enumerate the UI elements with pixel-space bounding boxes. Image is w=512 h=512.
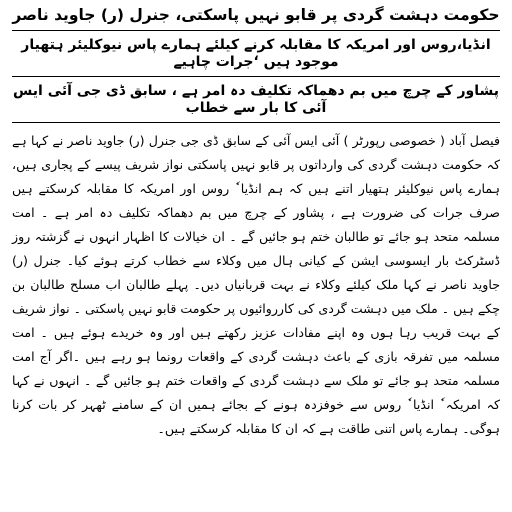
divider bbox=[12, 30, 500, 31]
divider bbox=[12, 76, 500, 77]
headline: حکومت دہشت گردی پر قابو نہیں پاسکتی، جنرل (ر) جاوید ناصر bbox=[12, 6, 500, 24]
article-body: فیصل آباد ( خصوصی رپورٹر ) آئی ایس آئی کے سابق ڈی جی جنرل (ر) جاوید ناصر نے کہا ہے کہ حکومت دہشت گردی کی وارداتوں پر قابو نہیں پاسکتی نواز شریف پیسے کے پجاری ہیں، ہمارے پاس نیوکلیئر ہتھیار اتنے ہیں کہ ہم انڈیا ٗ روس اور امریکہ کا مقابلہ کرسکتے ہیں صرف جرات کی ضرورت ہے ، پشاور کے چرچ میں بم دھماکہ تکلیف دہ امر ہے ۔ امت مسلمہ متحد ہو جائے تو طالبان ختم ہو جائیں گے ۔ ان خیالات کا اظہار انہوں نے گزشتہ روز ڈسٹرکٹ بار ایسوسی ایشن کے کیانی ہال میں وکلاء سے خطاب کرتے ہوئے کیا۔ جنرل (ر) جاوید ناصر نے کہا ملک کیلئے وکلاء نے بہت قربانیاں دیں۔ پہلے طالبان اب مسلح طالبان بن چکے ہیں ۔ ملک میں دہشت گردی کی کارروائیوں پر حکومت قابو نہیں پاسکتی ۔ نواز شریف کے بہت قریب رہا ہوں وہ اپنے مفادات عزیز رکھتے ہیں اور وہ خریدے ہوئے ہیں ۔ امت مسلمہ میں تفرقہ بازی کے باعث دہشت گردی کے واقعات رونما ہو رہے ہیں ۔اگر آج امت مسلمہ متحد ہو جائے تو ملک سے دہشت گردی کے واقعات ختم ہو جائیں گے ۔ انہوں نے کہا کہ امریکہ ٗ انڈیا ٗ روس سے خوفزدہ ہونے کے بجائے ہمیں ان کے سامنے ٹھہر کر بات کرنا ہوگی۔ ہمارے پاس اتنی طاقت ہے کہ ان کا مقابلہ کرسکتے ہیں۔ bbox=[12, 133, 500, 437]
subheadline-2: پشاور کے چرچ میں بم دھماکہ تکلیف دہ امر ہے ، سابق ڈی جی آئی ایس آئی کا بار سے خطاب bbox=[12, 83, 500, 117]
subheadline-1: انڈیا،روس اور امریکہ کا مقابلہ کرنے کیلئے ہمارے پاس نیوکلیئر ہتھیار موجود ہیں ‘جرات چاہیے bbox=[21, 36, 491, 70]
divider bbox=[12, 122, 500, 123]
